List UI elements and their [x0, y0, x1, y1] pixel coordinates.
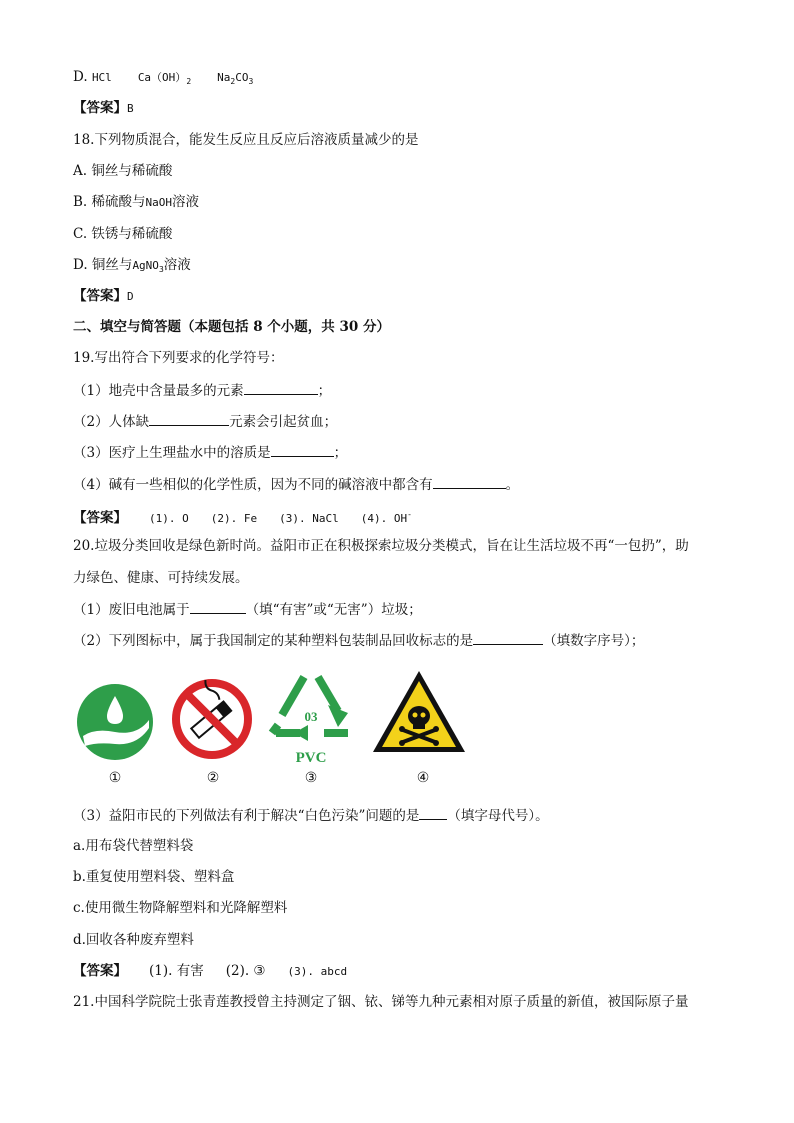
answer-19 [73, 505, 412, 529]
answer-17 [73, 98, 134, 119]
answer-value: D [127, 290, 134, 303]
q20-option-b: b.重复使用塑料袋、塑料盒 [73, 869, 235, 885]
icon-label-1: ① [108, 770, 122, 786]
part-text: 。 [505, 477, 520, 493]
part-text: （1）地壳中含量最多的元素 [73, 383, 244, 399]
part-text: （填数字序号）； [543, 633, 645, 649]
option-prefix: D. [73, 69, 92, 85]
answer-blank [271, 442, 334, 457]
part-text: （3）益阳市民的下列做法有利于解决“白色污染”问题的是 [73, 808, 420, 824]
part-text: ； [333, 445, 348, 461]
answer-blank [190, 599, 246, 614]
q20-option-d: d.回收各种废弃塑料 [73, 932, 194, 948]
answer-label: 【答案】 [73, 100, 127, 116]
answer-value: (1). 有害 [149, 963, 204, 979]
q18-option-c: C. 铁锈与稀硫酸 [73, 226, 173, 242]
answer-label: 【答案】 [73, 288, 127, 304]
part-text: 元素会引起贫血； [229, 414, 338, 430]
answer-value: (3). NaCl [279, 512, 339, 525]
part-text: （填“有害”或“无害”）垃圾； [245, 602, 422, 618]
water-saving-icon [75, 682, 155, 762]
part-text: （2）人体缺 [73, 414, 150, 430]
formula-na2co3: Na [217, 71, 231, 84]
option-text: 溶液 [163, 257, 191, 273]
q20-stem-line-1: 20.垃圾分类回收是绿色新时尚。益阳市正在积极探索垃圾分类模式，旨在让生活垃圾不再“一包扔”，助 [73, 538, 689, 554]
subscript: 3 [248, 77, 254, 86]
pvc-text: PVC [295, 750, 327, 766]
q20-stem-line-2: 力绿色、健康、可持续发展。 [73, 570, 249, 586]
answer-value: (1). O [149, 512, 189, 525]
option-text: D. 铜丝与 [73, 257, 133, 273]
answer-value: (2). ③ [225, 963, 266, 979]
icon-label-3: ③ [304, 770, 318, 786]
answer-blank [419, 805, 447, 820]
no-smoking-icon [170, 677, 254, 761]
q19-part-1 [73, 380, 331, 401]
answer-blank [433, 474, 506, 489]
formula-naoh: NaOH [145, 196, 173, 209]
formula-caoh2: Ca（OH） [137, 71, 187, 84]
part-text: （3）医疗上生理盐水中的溶质是 [73, 445, 271, 461]
option-text: 溶液 [172, 194, 200, 210]
answer-20 [73, 961, 347, 982]
q20-option-c: c.使用微生物降解塑料和光降解塑料 [73, 900, 288, 916]
q18-option-a: A. 铜丝与稀硫酸 [73, 163, 173, 179]
answer-18 [73, 286, 134, 307]
pvc-code: 03 [304, 709, 318, 724]
subscript: 2 [230, 77, 236, 86]
q20-part-1 [73, 599, 422, 620]
q19-part-2 [73, 411, 337, 432]
q18-stem: 18.下列物质混合，能发生反应且反应后溶液质量减少的是 [73, 132, 419, 148]
answer-blank [244, 380, 318, 395]
answer-blank [473, 630, 543, 645]
answer-label: 【答案】 [73, 963, 127, 979]
q18-option-b [73, 192, 199, 213]
q19-part-4 [73, 474, 519, 495]
toxic-warning-icon [370, 668, 468, 756]
icon-label-4: ④ [416, 770, 430, 786]
formula-part: CO [235, 71, 249, 84]
q17-option-d [73, 67, 253, 92]
option-text: B. 稀硫酸与 [73, 194, 146, 210]
answer-value: B [127, 102, 134, 115]
answer-value: (2). Fe [210, 512, 258, 525]
q19-part-3 [73, 442, 347, 463]
q18-option-d [73, 255, 191, 280]
q20-part-3 [73, 805, 549, 826]
q19-stem: 19.写出符合下列要求的化学符号： [73, 350, 284, 366]
answer-blank [149, 411, 229, 426]
part-text: （填字母代号）。 [447, 808, 549, 824]
answer-value: (4). OH [360, 512, 408, 525]
subscript: 3 [158, 265, 164, 274]
part-text: （1）废旧电池属于 [73, 602, 190, 618]
q20-part-2 [73, 630, 644, 651]
answer-label: 【答案】 [73, 510, 127, 526]
subscript: 2 [186, 77, 192, 86]
answer-value: (3). abcd [287, 965, 348, 978]
part-text: （2）下列图标中，属于我国制定的某种塑料包装制品回收标志的是 [73, 633, 474, 649]
part-text: （4）碱有一些相似的化学性质，因为不同的碱溶液中都含有 [73, 477, 433, 493]
icon-label-2: ② [206, 770, 220, 786]
section-title: 二、填空与简答题（本题包括 8 个小题，共 30 分） [73, 319, 390, 335]
q21-stem: 21.中国科学院院士张青莲教授曾主持测定了铟、铱、锑等九种元素相对原子质量的新值，被国际原子量 [73, 994, 689, 1010]
formula-hcl: HCl [91, 71, 112, 84]
q20-option-a: a.用布袋代替塑料袋 [73, 838, 194, 854]
part-text: ； [317, 383, 332, 399]
formula-agno3: AgNO [132, 259, 159, 272]
superscript: - [407, 510, 412, 519]
recycle-pvc-icon [266, 667, 356, 767]
